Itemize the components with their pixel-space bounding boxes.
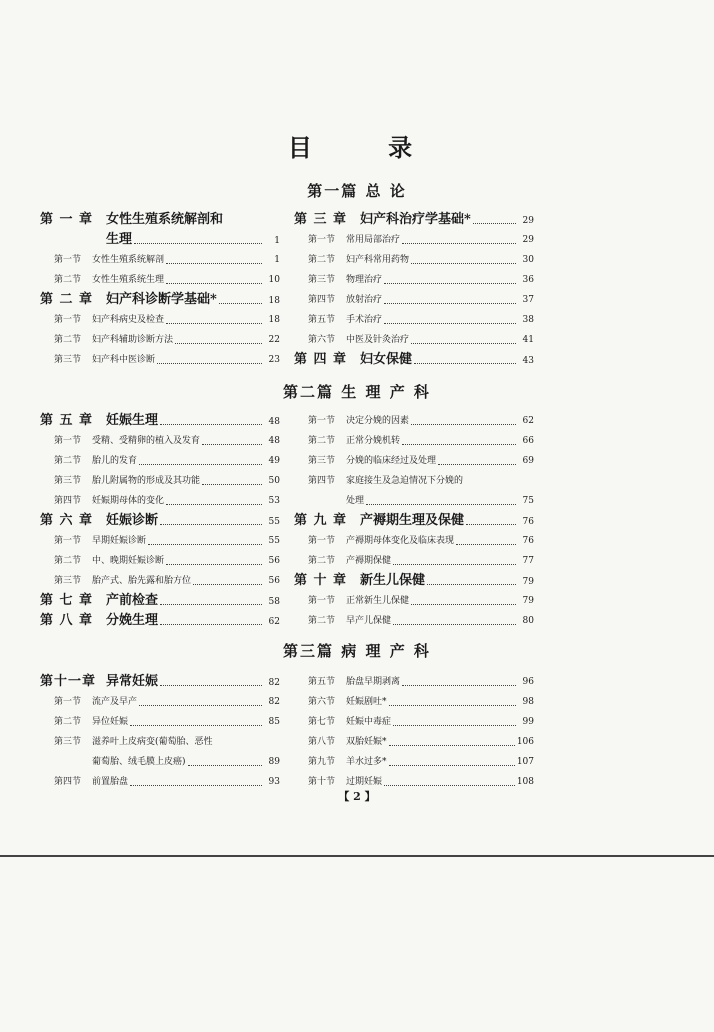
dot-leader [160, 624, 262, 625]
toc-section-entry [294, 310, 534, 330]
entry-page-number: 55 [268, 517, 280, 527]
entry-number: 第三节 [54, 355, 82, 365]
toc-chapter-entry [40, 230, 280, 250]
dot-leader [411, 343, 516, 344]
dot-leader [139, 705, 262, 706]
entry-number: 第三节 [54, 476, 82, 486]
entry-number: 第四节 [308, 295, 336, 305]
entry-title: 妇产科辅助诊断方法 [92, 335, 174, 345]
toc-section-entry [40, 712, 280, 732]
entry-number: 第三节 [54, 737, 82, 747]
entry-number: 第四节 [54, 496, 82, 506]
entry-page-number: 80 [522, 616, 534, 626]
entry-number: 第二节 [308, 616, 336, 626]
part-3-left-column [40, 672, 280, 792]
entry-title: 处理 [346, 496, 365, 506]
dot-leader [411, 424, 516, 425]
dot-leader [389, 705, 516, 706]
dot-leader [175, 343, 262, 344]
entry-page-number: 10 [268, 275, 280, 285]
entry-number: 第一节 [308, 416, 336, 426]
entry-page-number: 66 [522, 436, 534, 446]
dot-leader [411, 604, 516, 605]
entry-title: 胎儿附属物的形成及其功能 [92, 476, 201, 486]
dot-leader [193, 584, 262, 585]
dot-leader [384, 323, 516, 324]
dot-leader [157, 363, 262, 364]
entry-number: 第一节 [308, 596, 336, 606]
entry-number: 第十节 [308, 777, 336, 787]
entry-title: 妇产科治疗学基础* [360, 212, 471, 227]
entry-page-number: 29 [522, 216, 534, 226]
entry-title: 物理治疗 [346, 275, 383, 285]
dot-leader [160, 524, 262, 525]
entry-title: 妊娠生理 [106, 413, 159, 428]
entry-page-number: 107 [516, 757, 534, 767]
dot-leader [393, 564, 516, 565]
dot-leader [188, 765, 262, 766]
entry-number: 第二节 [54, 717, 82, 727]
entry-page-number: 77 [522, 556, 534, 566]
entry-page-number: 58 [268, 597, 280, 607]
entry-number: 第一节 [54, 436, 82, 446]
entry-number: 第三节 [308, 275, 336, 285]
toc-section-entry [40, 451, 280, 471]
entry-page-number: 98 [522, 697, 534, 707]
bottom-rule [0, 855, 714, 857]
entry-title: 新生儿保健 [360, 573, 426, 588]
toc-section-entry [40, 350, 280, 370]
entry-page-number: 22 [268, 335, 280, 345]
part-3-right-column [294, 672, 534, 792]
toc-section-entry [294, 431, 534, 451]
dot-leader [366, 504, 516, 505]
entry-page-number: 89 [268, 757, 280, 767]
entry-page-number: 106 [516, 737, 534, 747]
dot-leader [389, 745, 515, 746]
entry-title: 受精、受精卵的植入及发育 [92, 436, 201, 446]
entry-page-number: 85 [268, 717, 280, 727]
dot-leader [438, 464, 516, 465]
entry-page-number: 56 [268, 576, 280, 586]
entry-title: 过期妊娠 [346, 777, 383, 787]
entry-title: 女性生殖系统解剖 [92, 255, 165, 265]
entry-page-number: 48 [268, 436, 280, 446]
entry-number: 第 七 章 [40, 593, 94, 608]
entry-title: 妊娠剧吐* [346, 697, 387, 707]
dot-leader [166, 504, 262, 505]
toc-section-entry [40, 471, 280, 491]
entry-number: 第二节 [54, 275, 82, 285]
dot-leader [160, 604, 262, 605]
part-1-left-column [40, 210, 280, 370]
entry-title: 妊娠期母体的变化 [92, 496, 165, 506]
entry-page-number: 18 [268, 296, 280, 306]
entry-page-number: 30 [522, 255, 534, 265]
entry-title: 中、晚期妊娠诊断 [92, 556, 165, 566]
toc-section-entry [294, 752, 534, 772]
entry-title: 手术治疗 [346, 315, 383, 325]
part-1-right-column [294, 210, 534, 370]
toc-section-entry [294, 551, 534, 571]
toc-chapter-entry [294, 350, 534, 370]
toc-section-entry [40, 551, 280, 571]
toc-section-entry [40, 571, 280, 591]
toc-section-entry [294, 591, 534, 611]
entry-number: 第三节 [308, 456, 336, 466]
entry-page-number: 36 [522, 275, 534, 285]
entry-title: 妇女保健 [360, 352, 413, 367]
entry-page-number: 79 [522, 577, 534, 587]
toc-section-entry [40, 752, 280, 772]
dot-leader [166, 564, 262, 565]
entry-title: 前置胎盘 [92, 777, 129, 787]
toc-chapter-entry [40, 511, 280, 531]
dot-leader [414, 363, 516, 364]
entry-title: 常用局部治疗 [346, 235, 401, 245]
toc-chapter-entry [40, 210, 280, 230]
part-2-title: 第二篇 生 理 产 科 [283, 383, 431, 401]
entry-number: 第一节 [54, 536, 82, 546]
entry-page-number: 37 [522, 295, 534, 305]
entry-title: 胎产式、胎先露和胎方位 [92, 576, 192, 586]
entry-number: 第 八 章 [40, 613, 94, 628]
dot-leader [160, 424, 262, 425]
toc-section-entry [294, 290, 534, 310]
entry-number: 第一节 [308, 536, 336, 546]
toc-section-entry [294, 330, 534, 350]
entry-page-number: 99 [522, 717, 534, 727]
entry-title: 胎儿的发育 [92, 456, 138, 466]
dot-leader [166, 283, 262, 284]
entry-number: 第五节 [308, 315, 336, 325]
entry-page-number: 49 [268, 456, 280, 466]
toc-chapter-entry [40, 411, 280, 431]
toc-chapter-entry [294, 511, 534, 531]
entry-page-number: 79 [522, 596, 534, 606]
toc-section-entry [294, 270, 534, 290]
toc-chapter-entry [294, 210, 534, 230]
toc-section-entry [40, 310, 280, 330]
toc-section-entry [40, 250, 280, 270]
entry-number: 第一节 [54, 255, 82, 265]
entry-page-number: 108 [516, 777, 534, 787]
entry-number: 第五节 [308, 677, 336, 687]
page-number: 【 2 】 [338, 790, 376, 803]
toc-chapter-entry [40, 611, 280, 631]
entry-page-number: 50 [268, 476, 280, 486]
entry-title: 产褥期生理及保健 [360, 513, 465, 528]
entry-page-number: 23 [268, 355, 280, 365]
toc-section-entry [40, 732, 280, 752]
entry-number: 第六节 [308, 697, 336, 707]
toc-chapter-entry [294, 571, 534, 591]
entry-title: 家庭接生及急迫情况下分娩的 [346, 476, 464, 486]
entry-title: 决定分娩的因素 [346, 416, 410, 426]
part-3-title: 第三篇 病 理 产 科 [283, 642, 431, 660]
entry-page-number: 48 [268, 417, 280, 427]
entry-number: 第九节 [308, 757, 336, 767]
entry-number: 第一节 [54, 315, 82, 325]
dot-leader [384, 785, 515, 786]
entry-page-number: 38 [522, 315, 534, 325]
dot-leader [166, 323, 262, 324]
entry-title: 异常妊娠 [106, 674, 159, 689]
entry-title: 妇产科中医诊断 [92, 355, 156, 365]
entry-number: 第十一章 [40, 674, 97, 689]
entry-title: 异位妊娠 [92, 717, 129, 727]
entry-title: 正常分娩机转 [346, 436, 401, 446]
dot-leader [393, 725, 516, 726]
entry-page-number: 1 [274, 236, 280, 246]
entry-page-number: 96 [522, 677, 534, 687]
entry-title: 女性生殖系统解剖和 [106, 212, 224, 227]
toc-section-entry [40, 531, 280, 551]
entry-number: 第一节 [308, 235, 336, 245]
entry-number: 第一节 [54, 697, 82, 707]
toc-chapter-entry [40, 672, 280, 692]
dot-leader [456, 544, 516, 545]
dot-leader [466, 524, 516, 525]
entry-number: 第二节 [308, 436, 336, 446]
entry-title: 分娩生理 [106, 613, 159, 628]
entry-title: 妇产科病史及检查 [92, 315, 165, 325]
entry-number: 第 六 章 [40, 513, 94, 528]
entry-number: 第 三 章 [294, 212, 348, 227]
entry-number: 第二节 [54, 335, 82, 345]
toc-section-entry [40, 270, 280, 290]
entry-title: 羊水过多* [346, 757, 387, 767]
entry-page-number: 76 [522, 536, 534, 546]
entry-title: 产褥期母体变化及临床表现 [346, 536, 455, 546]
entry-number: 第二节 [308, 556, 336, 566]
entry-title: 产褥期保健 [346, 556, 392, 566]
entry-page-number: 43 [522, 356, 534, 366]
entry-number: 第三节 [54, 576, 82, 586]
entry-title: 妊娠中毒症 [346, 717, 392, 727]
toc-section-entry [294, 230, 534, 250]
entry-title: 葡萄胎、绒毛膜上皮癌) [92, 757, 186, 767]
dot-leader [202, 484, 262, 485]
entry-title: 分娩的临床经过及处理 [346, 456, 437, 466]
dot-leader [473, 223, 516, 224]
entry-number: 第七节 [308, 717, 336, 727]
toc-chapter-entry [40, 290, 280, 310]
entry-page-number: 56 [268, 556, 280, 566]
entry-number: 第四节 [54, 777, 82, 787]
entry-page-number: 76 [522, 517, 534, 527]
toc-chapter-entry [40, 591, 280, 611]
toc-section-entry [294, 411, 534, 431]
entry-title: 女性生殖系统生理 [92, 275, 165, 285]
entry-page-number: 62 [522, 416, 534, 426]
toc-section-entry [294, 491, 534, 511]
entry-title: 流产及早产 [92, 697, 138, 707]
entry-number: 第 九 章 [294, 513, 348, 528]
entry-title: 早产儿保健 [346, 616, 392, 626]
entry-page-number: 69 [522, 456, 534, 466]
entry-title: 产前检查 [106, 593, 159, 608]
entry-page-number: 55 [268, 536, 280, 546]
entry-title: 放射治疗 [346, 295, 383, 305]
entry-title: 妊娠诊断 [106, 513, 159, 528]
toc-section-entry [294, 611, 534, 631]
dot-leader [402, 685, 516, 686]
toc-section-entry [40, 330, 280, 350]
toc-section-entry [40, 692, 280, 712]
dot-leader [384, 303, 516, 304]
entry-number: 第二节 [54, 556, 82, 566]
entry-page-number: 62 [268, 617, 280, 627]
part-1-title: 第一篇 总 论 [307, 182, 407, 200]
dot-leader [166, 263, 262, 264]
entry-number: 第 一 章 [40, 212, 94, 227]
entry-number: 第六节 [308, 335, 336, 345]
dot-leader [389, 765, 515, 766]
entry-number: 第 十 章 [294, 573, 348, 588]
dot-leader [160, 685, 262, 686]
dot-leader [402, 444, 516, 445]
dot-leader [130, 785, 262, 786]
entry-title: 正常新生儿保健 [346, 596, 410, 606]
entry-number: 第 四 章 [294, 352, 348, 367]
entry-number: 第八节 [308, 737, 336, 747]
entry-title: 生理 [106, 232, 133, 247]
toc-section-entry [294, 471, 534, 491]
dot-leader [130, 725, 262, 726]
entry-page-number: 1 [274, 255, 280, 265]
entry-page-number: 93 [268, 777, 280, 787]
dot-leader [139, 464, 262, 465]
toc-section-entry [294, 531, 534, 551]
entry-number: 第二节 [54, 456, 82, 466]
entry-title: 早期妊娠诊断 [92, 536, 147, 546]
toc-section-entry [294, 692, 534, 712]
dot-leader [219, 303, 262, 304]
dot-leader [134, 243, 262, 244]
dot-leader [402, 243, 516, 244]
entry-title: 妇产科诊断学基础* [106, 292, 217, 307]
entry-title: 中医及针灸治疗 [346, 335, 410, 345]
dot-leader [384, 283, 516, 284]
entry-page-number: 82 [268, 678, 280, 688]
entry-page-number: 75 [522, 496, 534, 506]
entry-title: 妇产科常用药物 [346, 255, 410, 265]
toc-section-entry [294, 712, 534, 732]
entry-number: 第四节 [308, 476, 336, 486]
entry-title: 滋养叶上皮病变(葡萄胎、恶性 [92, 737, 213, 747]
dot-leader [427, 584, 516, 585]
toc-section-entry [294, 250, 534, 270]
entry-title: 双胎妊娠* [346, 737, 387, 747]
entry-title: 胎盘早期剥离 [346, 677, 401, 687]
toc-section-entry [294, 732, 534, 752]
entry-page-number: 41 [522, 335, 534, 345]
page-title: 目 录 [287, 133, 447, 162]
entry-number: 第 二 章 [40, 292, 94, 307]
toc-section-entry [40, 431, 280, 451]
entry-page-number: 82 [268, 697, 280, 707]
dot-leader [202, 444, 262, 445]
entry-page-number: 53 [268, 496, 280, 506]
part-2-right-column [294, 411, 534, 631]
toc-section-entry [40, 491, 280, 511]
dot-leader [393, 624, 516, 625]
part-2-left-column [40, 411, 280, 631]
dot-leader [411, 263, 516, 264]
entry-page-number: 18 [268, 315, 280, 325]
entry-page-number: 29 [522, 235, 534, 245]
entry-number: 第二节 [308, 255, 336, 265]
entry-number: 第 五 章 [40, 413, 94, 428]
dot-leader [148, 544, 262, 545]
toc-section-entry [294, 672, 534, 692]
toc-section-entry [294, 451, 534, 471]
